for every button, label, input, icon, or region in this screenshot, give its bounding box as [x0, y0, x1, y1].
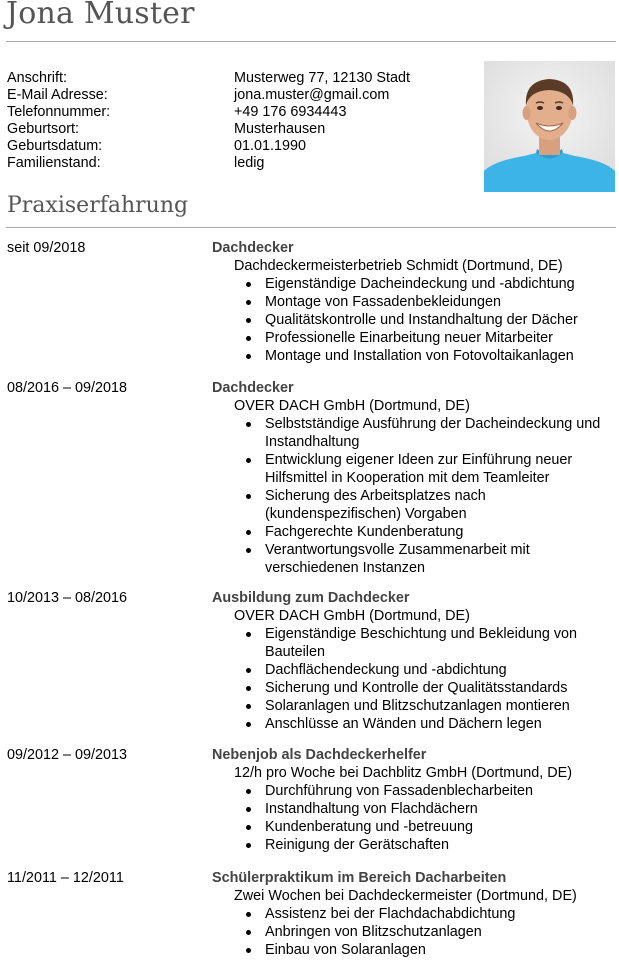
list-item	[212, 311, 617, 329]
bullet-icon	[246, 458, 251, 463]
list-item-text: Verantwortungsvolle Zusammenarbeit mit verschiedenen Instanzen	[265, 542, 530, 576]
bullet-icon	[246, 807, 251, 812]
entry-company: Zwei Wochen bei Dachdeckermeister (Dortmund, DE)	[234, 888, 577, 904]
personal-row-birthdate	[7, 138, 477, 155]
bullet-icon	[246, 318, 251, 323]
birthdate-value: 01.01.1990	[234, 138, 307, 154]
list-item-text: Sicherung und Kontrolle der Qualitätsstandards	[265, 680, 568, 696]
entry-title: Schülerpraktikum im Bereich Dacharbeiten	[212, 870, 507, 886]
bullet-icon	[246, 930, 251, 935]
bullet-icon	[246, 722, 251, 727]
list-item	[212, 329, 617, 347]
cv-name: Jona Muster	[6, 0, 195, 31]
list-item	[212, 625, 617, 661]
entry-company: Dachdeckermeisterbetrieb Schmidt (Dortmund, DE)	[234, 258, 563, 274]
personal-row-marital	[7, 155, 477, 172]
list-item-text: Anbringen von Blitzschutzanlagen	[265, 924, 482, 940]
list-item-text: Reinigung der Gerätschaften	[265, 837, 449, 853]
entry-bullets	[212, 782, 617, 854]
entry-title: Nebenjob als Dachdeckerhelfer	[212, 747, 427, 763]
list-item	[212, 451, 617, 487]
address-value: Musterweg 77, 12130 Stadt	[234, 70, 410, 86]
list-item-text: Fachgerechte Kundenberatung	[265, 524, 464, 540]
list-item-text: Selbstständige Ausführung der Dacheindeckung und Instandhaltung	[265, 416, 601, 450]
bullet-icon	[246, 843, 251, 848]
list-item	[212, 541, 617, 577]
list-item-text: Instandhaltung von Flachdächern	[265, 801, 478, 817]
header-divider	[6, 41, 616, 42]
list-item	[212, 923, 617, 941]
bullet-icon	[246, 422, 251, 427]
entry-company: 12/h pro Woche bei Dachblitz GmbH (Dortmund, DE)	[234, 765, 573, 781]
entry-title: Dachdecker	[212, 380, 294, 396]
profile-photo	[484, 61, 615, 192]
list-item-text: Entwicklung eigener Ideen zur Einführung neuer Hilfsmittel in Kooperation mit dem Teamleiter	[265, 452, 573, 486]
list-item-text: Montage von Fassadenbekleidungen	[265, 294, 502, 310]
email-label: E-Mail Adresse:	[7, 87, 108, 103]
birthplace-label: Geburtsort:	[7, 121, 79, 137]
list-item	[212, 836, 617, 854]
address-label: Anschrift:	[7, 70, 67, 86]
list-item-text: Eigenständige Dacheindeckung und -abdichtung	[265, 276, 575, 292]
personal-row-birthplace	[7, 121, 477, 138]
list-item-text: Eigenständige Beschichtung und Bekleidung von Bauteilen	[265, 626, 578, 660]
list-item	[212, 293, 617, 311]
list-item-text: Montage und Installation von Fotovoltaikanlagen	[265, 348, 574, 364]
list-item-text: Sicherung des Arbeitsplatzes nach (kundenspezifischen) Vorgaben	[265, 488, 486, 522]
bullet-icon	[246, 530, 251, 535]
birthplace-value: Musterhausen	[234, 121, 326, 137]
list-item	[212, 415, 617, 451]
bullet-icon	[246, 668, 251, 673]
list-item	[212, 905, 617, 923]
list-item-text: Kundenberatung und -betreuung	[265, 819, 474, 835]
list-item	[212, 715, 617, 733]
list-item-text: Professionelle Einarbeitung neuer Mitarbeiter	[265, 330, 553, 346]
list-item	[212, 523, 617, 541]
bullet-icon	[246, 789, 251, 794]
list-item	[212, 697, 617, 715]
entry-date: 11/2011 – 12/2011	[7, 870, 124, 886]
bullet-icon	[246, 825, 251, 830]
phone-value: +49 176 6934443	[234, 104, 347, 120]
phone-label: Telefonnummer:	[7, 104, 111, 120]
personal-details	[7, 70, 477, 172]
entry-bullets	[212, 625, 617, 733]
bullet-icon	[246, 494, 251, 499]
list-item-text: Einbau von Solaranlagen	[265, 942, 426, 958]
list-item-text: Durchführung von Fassadenblecharbeiten	[265, 783, 533, 799]
list-item	[212, 679, 617, 697]
bullet-icon	[246, 912, 251, 917]
list-item-text: Solaranlagen und Blitzschutzanlagen montieren	[265, 698, 570, 714]
list-item	[212, 941, 617, 959]
list-item	[212, 275, 617, 293]
section-title-experience: Praxiserfahrung	[7, 193, 189, 218]
bullet-icon	[246, 548, 251, 553]
entry-company: OVER DACH GmbH (Dortmund, DE)	[234, 608, 470, 624]
personal-row-phone	[7, 104, 477, 121]
birthdate-label: Geburtsdatum:	[7, 138, 103, 154]
email-value: jona.muster@gmail.com	[234, 87, 390, 103]
entry-bullets	[212, 905, 617, 959]
entry-bullets	[212, 415, 617, 577]
list-item	[212, 347, 617, 365]
entry-date: 09/2012 – 09/2013	[7, 747, 128, 763]
marital-value: ledig	[234, 155, 265, 171]
list-item	[212, 487, 617, 523]
list-item	[212, 782, 617, 800]
marital-label: Familienstand:	[7, 155, 101, 171]
list-item-text: Dachflächendeckung und -abdichtung	[265, 662, 507, 678]
bullet-icon	[246, 686, 251, 691]
list-item	[212, 800, 617, 818]
bullet-icon	[246, 282, 251, 287]
entry-bullets	[212, 275, 617, 365]
list-item-text: Anschlüsse an Wänden und Dächern legen	[265, 716, 542, 732]
entry-title: Dachdecker	[212, 240, 294, 256]
list-item-text: Qualitätskontrolle und Instandhaltung der Dächer	[265, 312, 578, 328]
entry-company: OVER DACH GmbH (Dortmund, DE)	[234, 398, 470, 414]
bullet-icon	[246, 704, 251, 709]
personal-row-address	[7, 70, 477, 87]
list-item	[212, 661, 617, 679]
entry-date: seit 09/2018	[7, 240, 86, 256]
entry-date: 10/2013 – 08/2016	[7, 590, 128, 606]
personal-row-email	[7, 87, 477, 104]
section-divider	[6, 227, 616, 228]
list-item	[212, 818, 617, 836]
portrait-image	[484, 61, 615, 192]
bullet-icon	[246, 632, 251, 637]
bullet-icon	[246, 948, 251, 953]
entry-title: Ausbildung zum Dachdecker	[212, 590, 410, 606]
entry-date: 08/2016 – 09/2018	[7, 380, 128, 396]
list-item-text: Assistenz bei der Flachdachabdichtung	[265, 906, 516, 922]
bullet-icon	[246, 336, 251, 341]
bullet-icon	[246, 354, 251, 359]
bullet-icon	[246, 300, 251, 305]
